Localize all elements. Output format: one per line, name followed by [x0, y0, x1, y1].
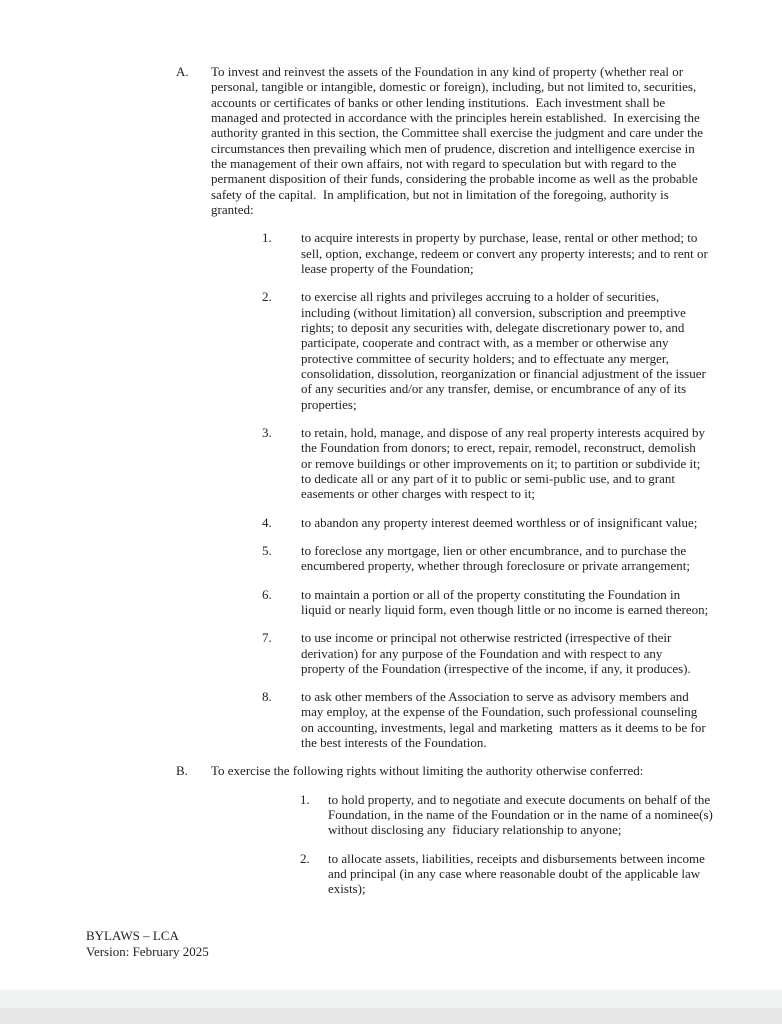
list-item-text: to ask other members of the Association to serve as advisory members and may employ, at the expense of the Foundation, such professional counseling on accounting, investments, legal and marketing matters as it deems to be for the best interests of the Foundation. — [301, 689, 709, 751]
list-item-text: to use income or principal not otherwise restricted (irrespective of their derivation) for any purpose of the Foundation and with respect to any property of the Foundation (irrespective of the income, if any, it produces). — [301, 630, 691, 676]
list-item — [0, 851, 782, 897]
list-item — [0, 230, 782, 276]
section-a — [0, 64, 782, 750]
list-item — [0, 425, 782, 502]
list-item-number: 7. — [262, 630, 272, 646]
list-item-text: to exercise all rights and privileges accruing to a holder of securities, including (without limitation) all conversion, subscription and preemptive rights; to deposit any securities with, delegate discretionary power to, and participate, cooperate and contract with, as a member or otherwise any protective committee of security holders; and to effectuate any merger, consolidation, dissolution, reorganization or financial adjustment of the issuer of any securities and/or any transfer, demise, or encumbrance of any of its properties; — [301, 289, 710, 412]
list-item-number: 5. — [262, 542, 272, 558]
footer-version: Version: February 2025 — [86, 943, 209, 959]
list-item-text: to acquire interests in property by purchase, lease, rental or other method; to sell, option, exchange, redeem or convert any property interests; and to rent or lease property of the Foundation; — [301, 230, 712, 276]
section-a-intro: To invest and reinvest the assets of the Foundation in any kind of property (whether real or personal, tangible or intangible, domestic or foreign), including, but not limited to, securities, accounts or certificates of banks or other lending institutions. Each investment shall be managed and protected in accordance with the principles herein established. In exercising the authority granted in this section, the Committee shall exercise the judgment and care under the circumstances then prevailing which men of prudence, discretion and intelligence exercise in the management of their own affairs, not with regard to speculation but with regard to the permanent disposition of their funds, considering the probable income as well as the probable safety of the capital. In amplification, but not in limitation of the foregoing, authority is granted: — [211, 64, 707, 217]
viewer-background-band — [0, 989, 782, 1008]
section-a-label: A. — [176, 64, 189, 79]
section-b — [0, 763, 782, 896]
list-item-number: 8. — [262, 689, 272, 705]
viewer-background-band — [0, 1008, 782, 1024]
list-item-number: 1. — [300, 791, 310, 807]
list-item-number: 3. — [262, 424, 272, 440]
list-item-number: 4. — [262, 514, 272, 530]
list-item — [0, 515, 782, 530]
list-item-text: to hold property, and to negotiate and execute documents on behalf of the Foundation, in the name of the Foundation or in the name of a nominee(s) without disclosing any fiduciary relationship to anyone; — [328, 791, 717, 838]
list-item-text: to foreclose any mortgage, lien or other encumbrance, and to purchase the encumbered property, whether through foreclosure or private arrangement; — [301, 542, 690, 574]
list-item — [0, 587, 782, 618]
section-b-heading — [0, 763, 782, 778]
list-item — [0, 543, 782, 574]
list-item — [0, 289, 782, 412]
list-item-number: 2. — [262, 289, 272, 305]
section-b-intro: To exercise the following rights without limiting the authority otherwise conferred: — [211, 763, 644, 779]
section-b-label: B. — [176, 763, 188, 779]
list-item — [0, 792, 782, 838]
list-item-text: to retain, hold, manage, and dispose of any real property interests acquired by the Foundation from donors; to erect, repair, remodel, reconstruct, demolish or remove buildings or other improvements on it; to partition or subdivide it; to dedicate all or any part of it to public or semi-public use, and to grant easements or other charges with respect to it; — [301, 424, 709, 502]
footer-title: BYLAWS – LCA — [86, 928, 179, 943]
list-item-number: 2. — [300, 850, 310, 866]
list-item — [0, 689, 782, 750]
list-item — [0, 630, 782, 676]
list-item-number: 1. — [262, 230, 272, 246]
list-item-text: to maintain a portion or all of the property constituting the Foundation in liquid or nearly liquid form, even though little or no income is earned thereon; — [301, 586, 709, 617]
list-item-number: 6. — [262, 586, 272, 602]
document-footer — [86, 928, 209, 959]
section-a-heading — [0, 64, 782, 217]
list-item-text: to allocate assets, liabilities, receipts and disbursements between income and principal (in any case where reasonable doubt of the applicable law exists); — [328, 850, 709, 897]
list-item-text: to abandon any property interest deemed worthless or of insignificant value; — [301, 514, 698, 530]
